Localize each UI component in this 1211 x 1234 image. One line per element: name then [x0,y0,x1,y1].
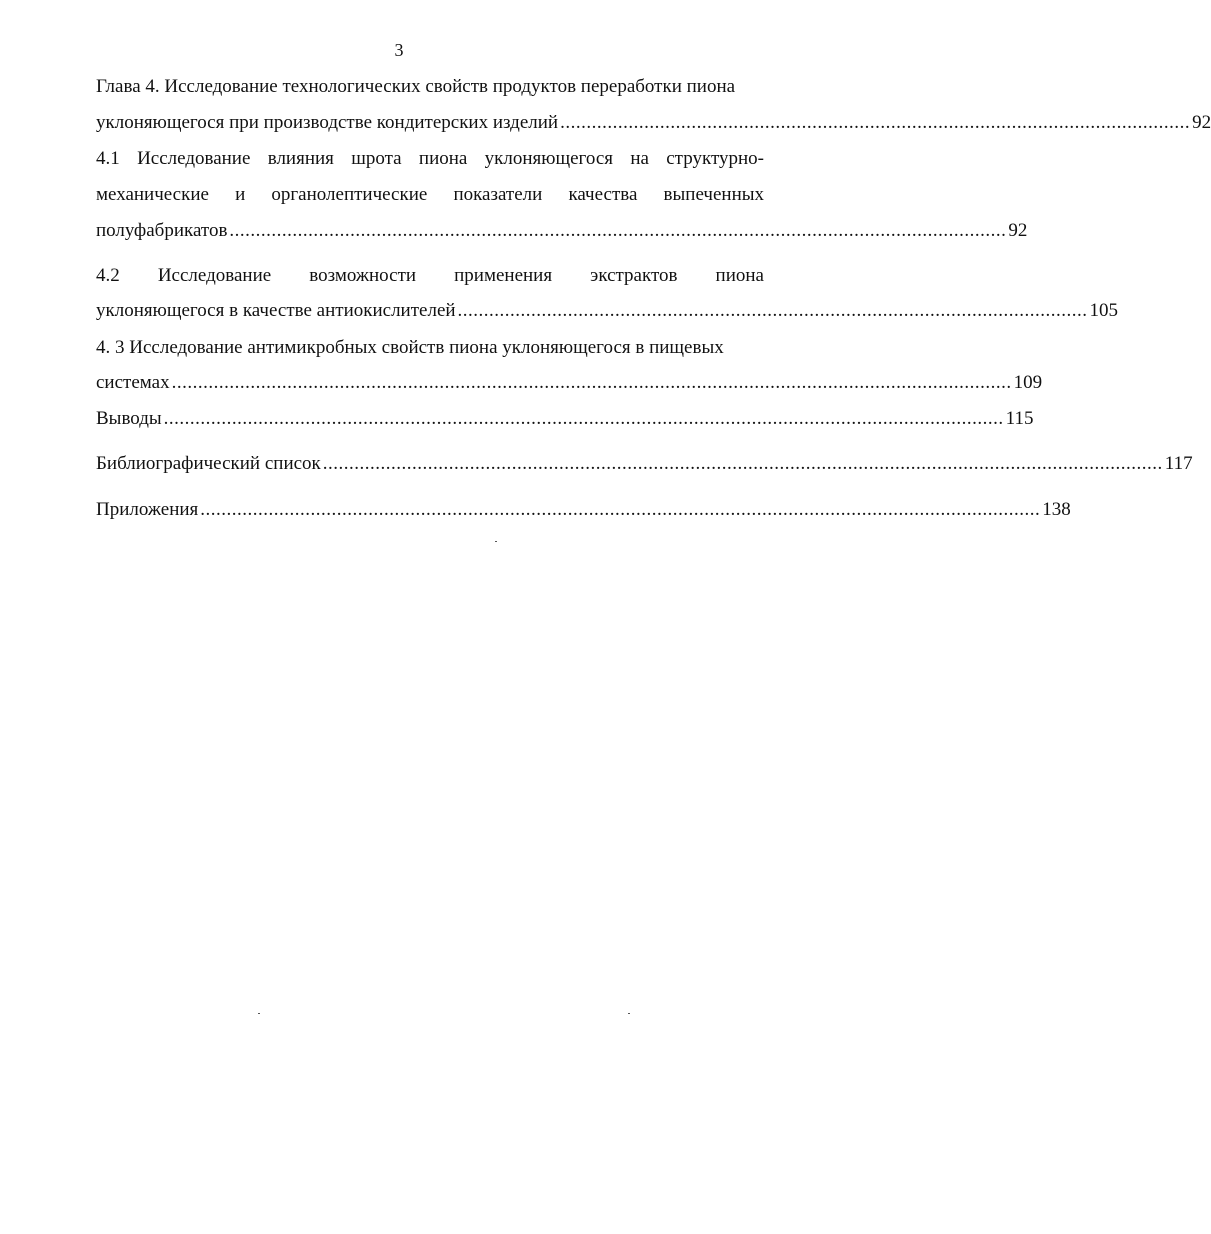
scan-speck [258,1013,260,1014]
toc-appendices-title: Приложения [96,499,199,520]
toc-chapter4-entry [96,110,1211,136]
toc-section-4-1-title: 4.1 Исследование влияния шрота пиона уклоняющегося на структурно- [96,148,764,169]
toc-chapter4-title-cont: уклоняющегося при производстве кондитерских изделий [96,112,559,133]
dot-leader: ................................................................................................................................................................ [200,499,1041,520]
toc-chapter4-title: Глава 4. Исследование технологических свойств продуктов переработки пиона [96,76,736,97]
toc-section-4-2-title-cont: уклоняющегося в качестве антиокислителей [96,300,456,321]
scan-speck [628,1013,630,1014]
dot-leader: .................................................................................................................................................... [229,220,1007,241]
toc-bibliography-page: 117 [1164,453,1193,474]
toc-section-4-3-page: 109 [1013,372,1043,393]
toc-appendices-entry [96,497,1071,523]
toc-section-4-3-title-cont: системах [96,372,170,393]
scan-speck [495,541,497,542]
toc-conclusions-page: 115 [1005,408,1034,429]
toc-bibliography-title: Библиографический список [96,453,321,474]
dot-leader: ........................................................................................................................ [560,112,1191,133]
toc-chapter4-page: 92 [1192,112,1211,133]
toc-conclusions-title: Выводы [96,408,162,429]
toc-section-4-3-entry [96,370,1043,396]
dot-leader: ................................................................................................................................................................ [171,372,1012,393]
toc-section-4-2-entry [96,298,1119,324]
toc-bibliography-entry [96,451,1193,477]
toc-section-4-1-title-cont: механические и органолептические показатели качества выпеченных [96,184,764,205]
toc-section-4-2-title: 4.2 Исследование возможности применения экстрактов пиона [96,265,764,286]
toc-conclusions-entry [96,406,1034,432]
toc-appendices-page: 138 [1042,499,1071,520]
toc-section-4-1-title-end: полуфабрикатов [96,220,228,241]
toc-section-4-2-page: 105 [1089,300,1119,321]
dot-leader: ................................................................................................................................................................ [163,408,1004,429]
dot-leader: ................................................................................................................................................................ [322,453,1163,474]
toc-section-4-3-title: 4. 3 Исследование антимикробных свойств пиона уклоняющегося в пищевых [96,337,724,358]
dot-leader: ........................................................................................................................ [457,300,1088,321]
page-number: 3 [394,40,404,60]
toc-section-4-1-entry [96,218,1028,244]
toc-section-4-1-page: 92 [1008,220,1028,241]
